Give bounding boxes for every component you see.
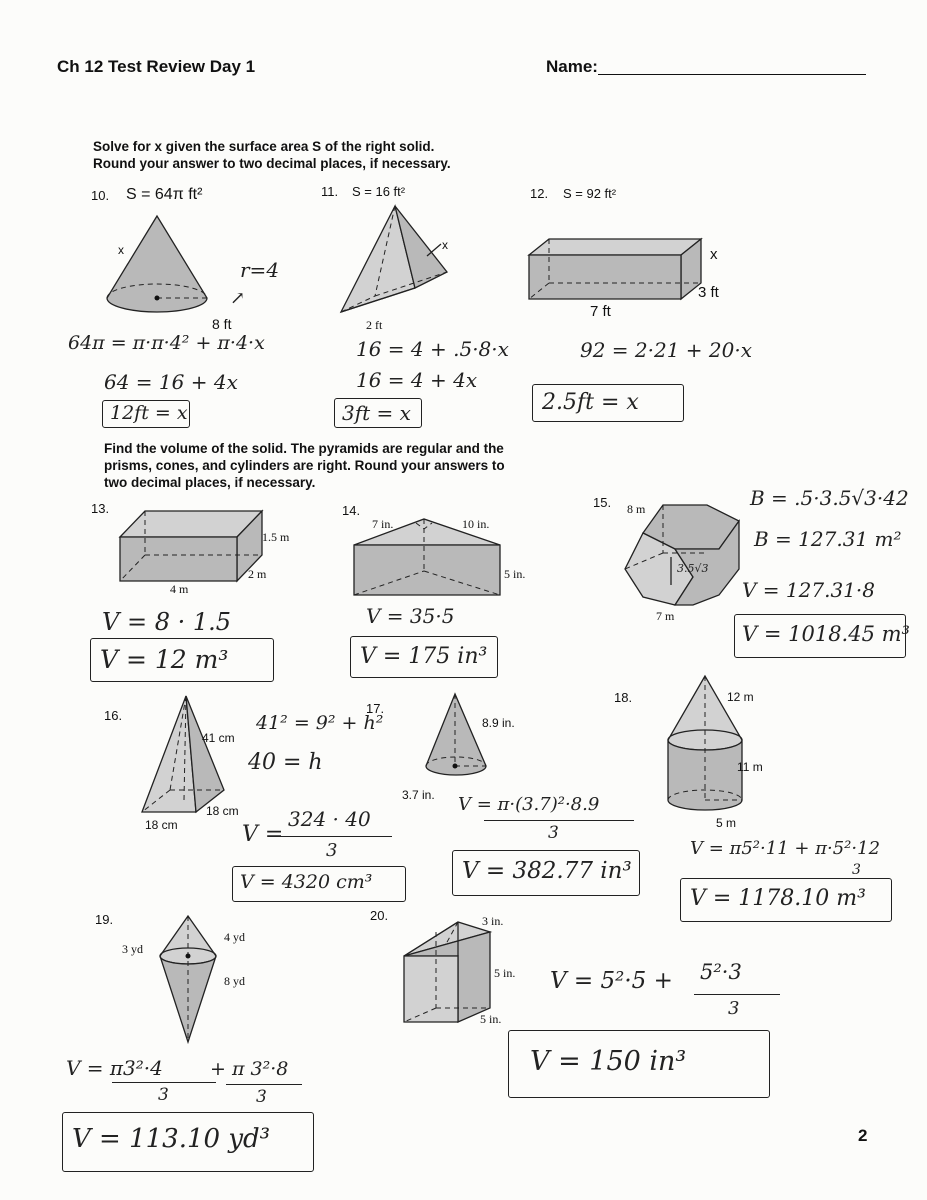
label-length: 4 m: [170, 582, 189, 596]
work-prefix: V =: [242, 822, 284, 847]
label-radius: 3.7 in.: [402, 788, 435, 802]
work-line: V = 5²·5 +: [550, 968, 673, 994]
label-x: x: [118, 243, 124, 257]
label-prism-height: 5 in.: [494, 966, 516, 980]
work-line: 64π = π·π·4² + π·4·x: [68, 332, 265, 354]
name-field-line: [598, 74, 866, 75]
work-line: V = 127.31·8: [742, 578, 875, 602]
label-side-b: 10 in.: [462, 517, 490, 531]
prism-figure: [525, 225, 715, 305]
label-apothem: 3.5√3: [677, 562, 709, 575]
rectangular-prism-figure: [117, 505, 267, 585]
label-slant: 8.9 in.: [482, 716, 515, 730]
problem-number: 18.: [614, 690, 633, 705]
label-length: 7 ft: [590, 303, 611, 320]
answer: V = 150 in³: [530, 1046, 687, 1077]
arrow-mark: ↗: [230, 288, 246, 309]
pyramid-figure: [335, 200, 465, 320]
problem-number: 20.: [370, 908, 389, 923]
work-numerator: 5²·3: [700, 960, 742, 984]
answer: V = 12 m³: [100, 645, 229, 674]
cone-figure: [420, 690, 520, 790]
given-surface-area: S = 92 ft²: [563, 186, 617, 201]
label-top-height: 4 yd: [224, 930, 245, 944]
fraction-bar: [112, 1082, 216, 1083]
work-denominator: 3: [548, 823, 559, 843]
label-radius: 3 yd: [122, 942, 143, 956]
work-denominator: 3: [158, 1085, 169, 1105]
label-cone-slant: 12 m: [727, 690, 754, 704]
answer: 12ft = x: [110, 402, 188, 424]
answer: V = 4320 cm³: [240, 871, 373, 893]
instructions-line: two decimal places, if necessary.: [104, 475, 316, 490]
work-denominator: 3: [728, 998, 740, 1019]
instructions-line: Round your answer to two decimal places, if necessary.: [93, 156, 451, 171]
instructions-line: prisms, cones, and cylinders are right. Round your answers to: [104, 458, 505, 473]
answer: V = 113.10 yd³: [72, 1124, 271, 1154]
problem-number: 19.: [95, 912, 114, 927]
problem-number: 15.: [593, 495, 612, 510]
square-pyramid-figure: [138, 692, 248, 822]
work-line: B = .5·3.5√3·42: [750, 486, 909, 510]
work-line: V = 8 · 1.5: [102, 608, 232, 636]
label-height: 3 ft: [698, 284, 719, 301]
work-line: 16 = 4 + .5·8·x: [356, 337, 509, 361]
cone-figure: [100, 210, 240, 330]
label-cylinder-height: 11 m: [737, 760, 763, 774]
problem-number: 10.: [91, 188, 110, 203]
instructions-volume: [104, 440, 505, 491]
answer: V = 1178.10 m³: [690, 886, 866, 911]
label-x: x: [710, 246, 718, 263]
work-line: 92 = 2·21 + 20·x: [580, 338, 753, 362]
fraction-bar: [694, 994, 780, 995]
instructions-line: Find the volume of the solid. The pyramids are regular and the: [104, 441, 504, 456]
problem-number: 11.: [321, 184, 339, 199]
fraction-bar: [226, 1084, 302, 1085]
label-height: 7 m: [656, 609, 675, 623]
label-radius: 8 ft: [212, 316, 232, 332]
work-line: 41² = 9² + h²: [256, 712, 384, 734]
work-numerator: 324 · 40: [288, 807, 371, 831]
label-prism-width: 5 in.: [480, 1012, 502, 1026]
label-pyramid-height: 3 in.: [482, 914, 504, 928]
label-bottom-height: 8 yd: [224, 974, 245, 988]
problem-number: 16.: [104, 708, 123, 723]
label-x: x: [442, 238, 448, 252]
label-length: 18 cm: [145, 818, 178, 832]
label-slant: 41 cm: [202, 731, 235, 745]
label-width: 18 cm: [206, 804, 239, 818]
label-side: 8 m: [627, 502, 646, 516]
problem-number: 13.: [91, 501, 110, 516]
label-width: 2 m: [248, 567, 267, 581]
work-line: V = 35·5: [366, 604, 455, 628]
work-numerator: + π 3²·8: [210, 1058, 289, 1080]
work-line: r=4: [240, 258, 280, 282]
work-denominator: 3: [326, 840, 338, 861]
fraction-bar: [280, 836, 392, 837]
work-denominator: 3: [852, 862, 861, 878]
work-line: 40 = h: [248, 750, 323, 775]
problem-number: 12.: [530, 186, 549, 201]
instructions-surface-area: [93, 138, 451, 172]
instructions-line: Solve for x given the surface area S of the right solid.: [93, 139, 435, 154]
label-radius: 5 m: [716, 816, 737, 830]
work-denominator: 3: [256, 1087, 267, 1107]
fraction-bar: [484, 820, 634, 821]
answer: V = 382.77 in³: [462, 858, 632, 884]
answer: V = 1018.45 m³: [742, 622, 910, 646]
name-label: Name:: [546, 57, 598, 76]
problem-number: 17.: [366, 701, 385, 716]
work-line: V = π5²·11 + π·5²·12: [690, 838, 881, 859]
work-line: 64 = 16 + 4x: [104, 370, 238, 394]
label-side-a: 7 in.: [372, 517, 394, 531]
label-height: 1.5 m: [262, 530, 290, 544]
work-numerator: V = π·(3.7)²·8.9: [458, 794, 600, 815]
label-height: 5 in.: [504, 567, 526, 581]
work-numerator: V = π3²·4: [66, 1056, 163, 1080]
given-surface-area: S = 64π ft²: [126, 186, 203, 203]
answer: V = 175 in³: [360, 644, 488, 669]
work-line: B = 127.31 m²: [754, 527, 902, 551]
page-title: Ch 12 Test Review Day 1: [57, 57, 256, 76]
problem-number: 14.: [342, 503, 361, 518]
label-base: 2 ft: [366, 318, 383, 332]
work-line: 16 = 4 + 4x: [356, 368, 478, 392]
given-surface-area: S = 16 ft²: [352, 184, 406, 199]
page-number: 2: [858, 1126, 868, 1145]
answer: 2.5ft = x: [542, 390, 639, 415]
answer: 3ft = x: [342, 401, 411, 425]
